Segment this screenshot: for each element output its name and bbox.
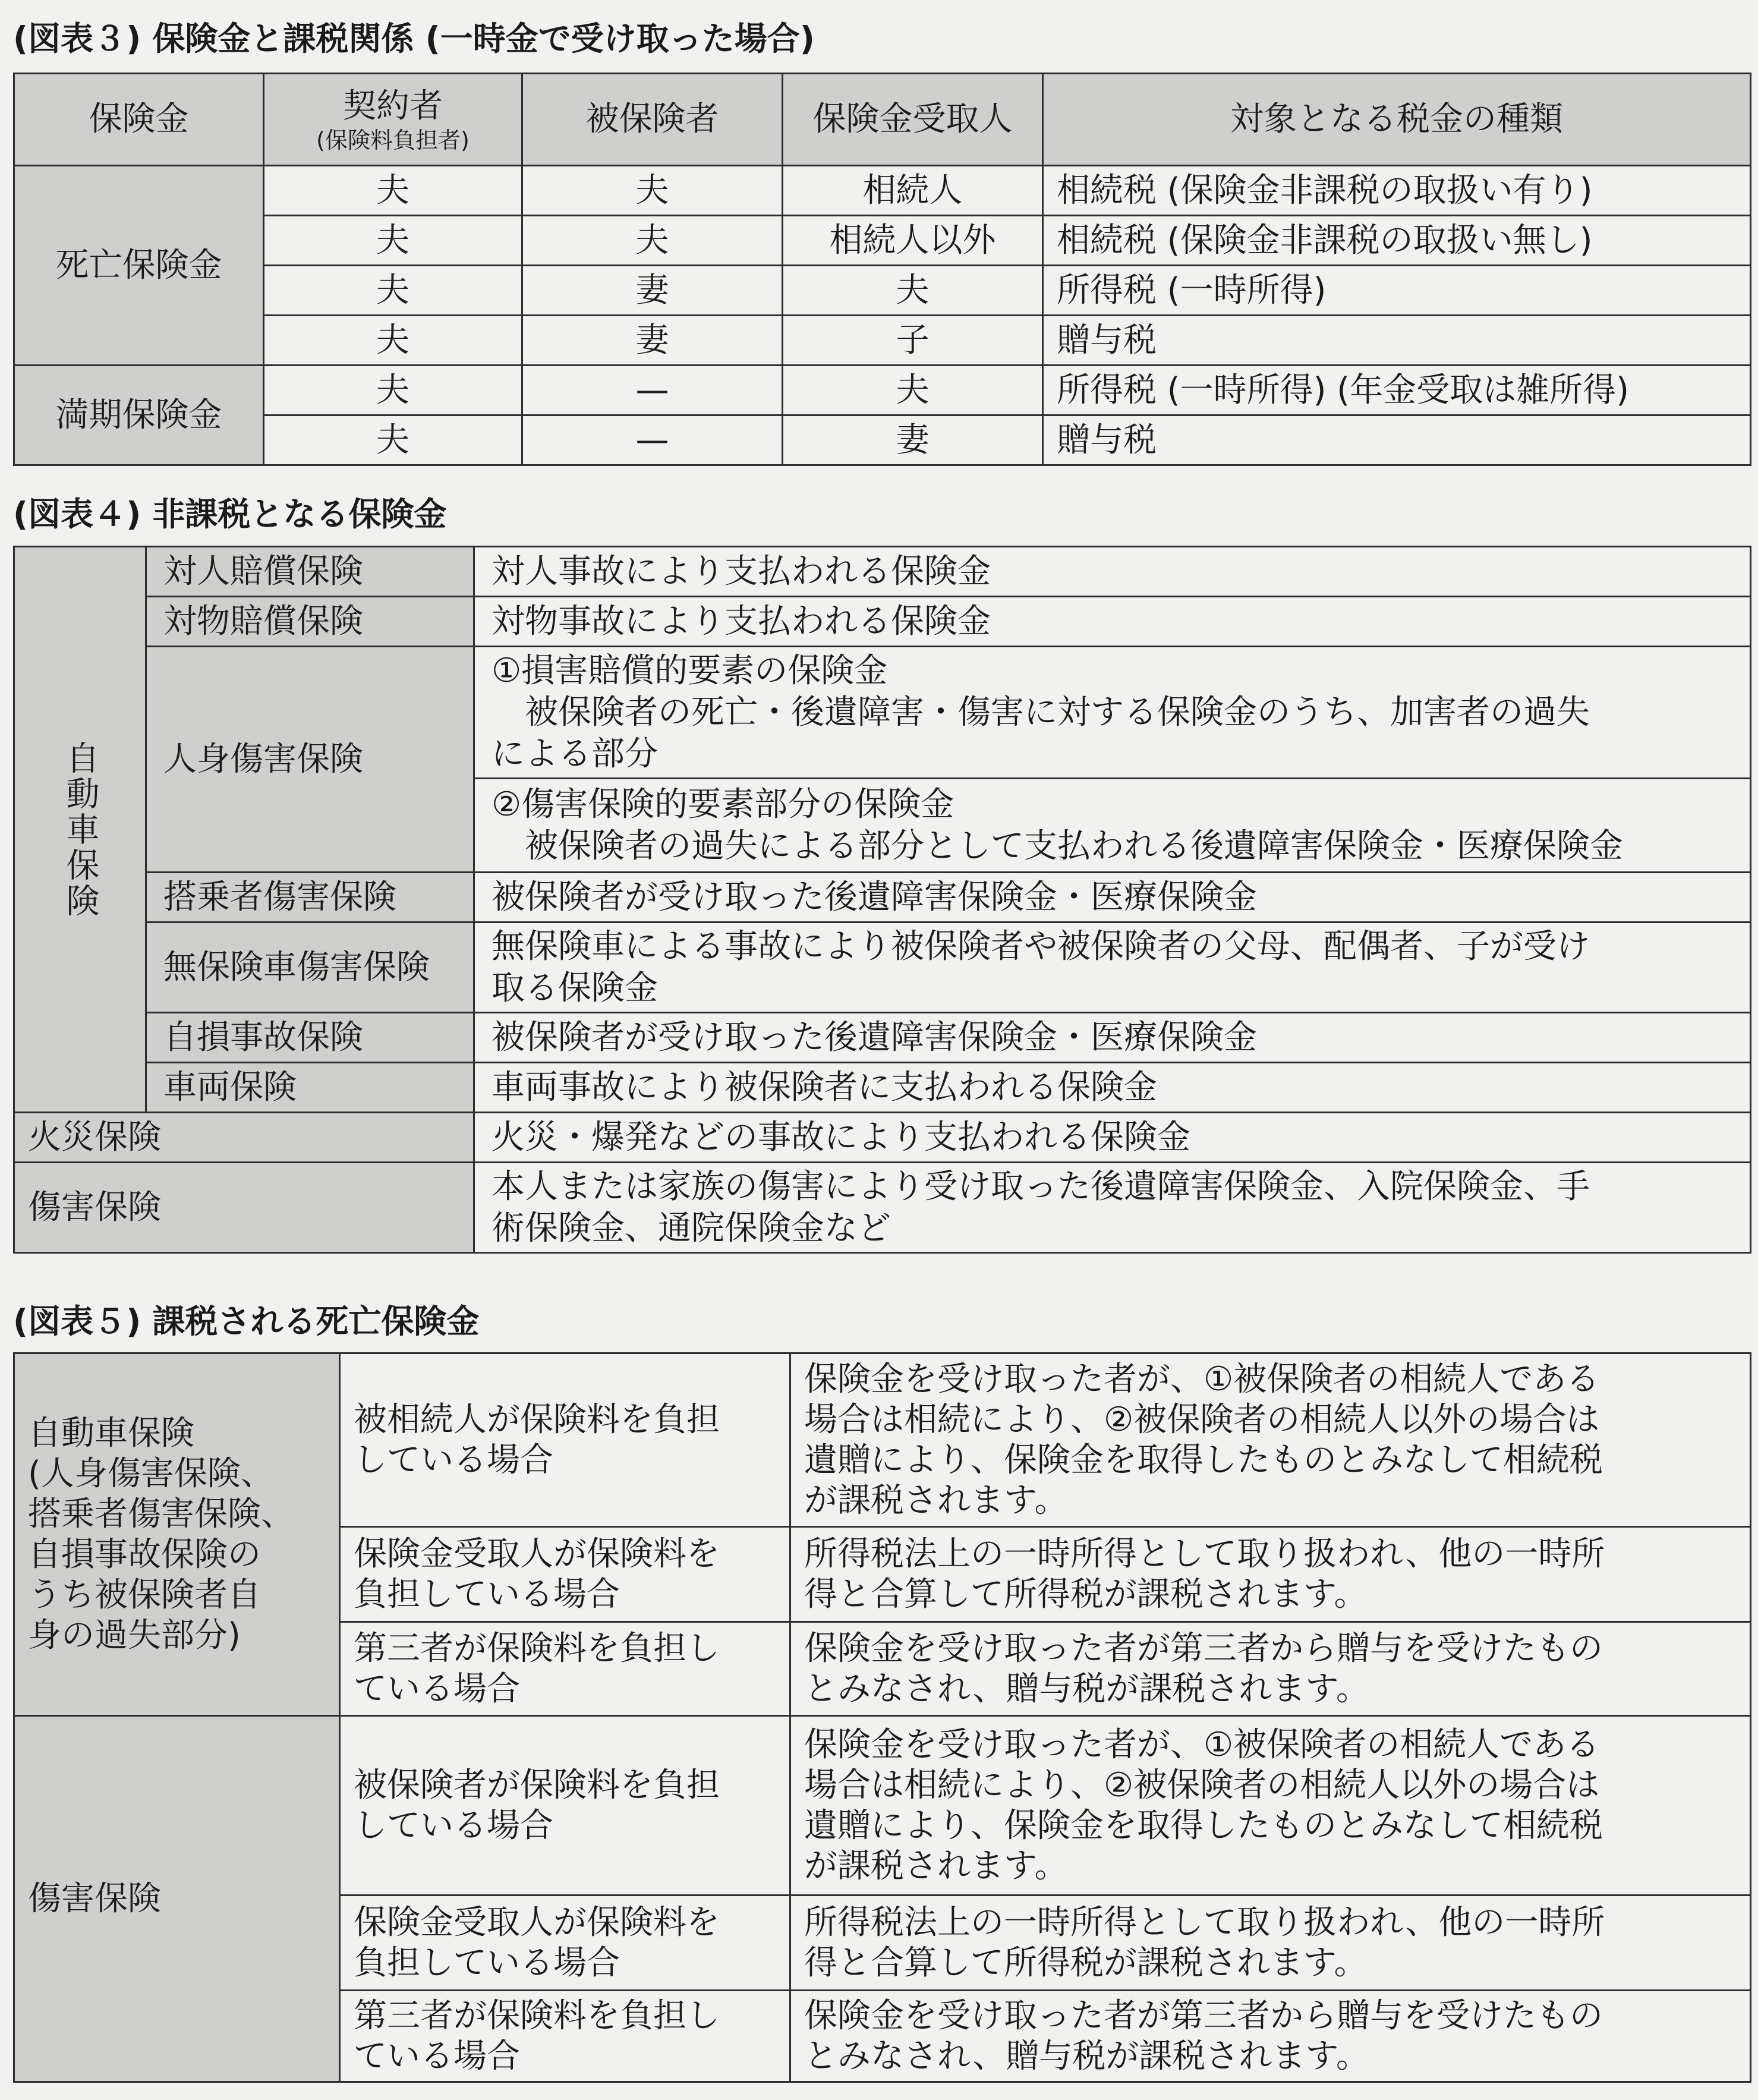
insurance-name: 自損事故保険 [146,1013,474,1063]
header-contractor-note: (保険料負担者) [316,127,470,153]
injury-insurance-desc: 本人または家族の傷害により受け取った後遺障害保険金、入院保険金、手 術保険金、通院保険金など [474,1163,1751,1253]
table4-nontaxable [13,546,1751,1254]
cell-contractor: 夫 [264,366,522,415]
insurance-name: 人身傷害保険 [146,647,474,873]
case-cell: 第三者が保険料を負担し ている場合 [340,1991,790,2082]
table3-tax-relationship [13,73,1751,466]
header-contractor [264,74,522,166]
insurance-desc: 無保険車による事故により被保険者や被保険者の父母、配偶者、子が受け 取る保険金 [474,923,1751,1013]
cell-tax: 所得税 (一時所得) (年金受取は雑所得) [1043,366,1751,415]
desc-cell: 保険金を受け取った者が第三者から贈与を受けたもの とみなされ、贈与税が課税されます。 [790,1622,1751,1716]
group-label-injury: 傷害保険 [14,1716,340,2082]
table-row [14,1163,1751,1253]
cell-insured: — [522,366,783,415]
table-row [14,266,1751,316]
table-row [14,216,1751,266]
insurance-name: 搭乗者傷害保険 [146,873,474,923]
cell-contractor: 夫 [264,316,522,366]
cell-recipient: 妻 [783,415,1043,465]
case-cell: 保険金受取人が保険料を 負担している場合 [340,1527,790,1622]
cell-contractor: 夫 [264,415,522,465]
cell-insured: — [522,415,783,465]
insurance-name: 無保険車傷害保険 [146,923,474,1013]
cell-contractor: 夫 [264,166,522,216]
group-label-auto: 自動車保険 (人身傷害保険、 搭乗者傷害保険、 自損事故保険の うち被保険者自 身の過失部分) [14,1353,340,1716]
insurance-name: 車両保険 [146,1063,474,1113]
cell-contractor: 夫 [264,266,522,316]
table-row [14,415,1751,465]
header-tax-type: 対象となる税金の種類 [1043,74,1751,166]
table-row [14,1113,1751,1163]
insurance-desc: 被保険者が受け取った後遺障害保険金・医療保険金 [474,873,1751,923]
desc-cell: 保険金を受け取った者が、①被保険者の相続人である 場合は相続により、②被保険者の相続人以外の場合は 遺贈により、保険金を取得したものとみなして相続税 が課税されます。 [790,1353,1751,1527]
cell-recipient: 相続人以外 [783,216,1043,266]
table-row [14,547,1751,597]
table-row [14,1013,1751,1063]
cell-tax: 所得税 (一時所得) [1043,266,1751,316]
table-row [14,1353,1751,1527]
cell-insured: 夫 [522,166,783,216]
injury-insurance-name: 傷害保険 [14,1163,474,1253]
auto-insurance-label-text: 自動車保険 [61,740,100,919]
cell-insured: 夫 [522,216,783,266]
table4-caption: (図表４) 非課税となる保険金 [13,495,447,533]
cell-tax: 相続税 (保険金非課税の取扱い無し) [1043,216,1751,266]
desc-cell: 保険金を受け取った者が第三者から贈与を受けたもの とみなされ、贈与税が課税されます。 [790,1991,1751,2082]
cell-recipient: 夫 [783,266,1043,316]
table3-header-row [14,74,1751,166]
header-contractor-label: 契約者 [343,87,443,125]
header-insured: 被保険者 [522,74,783,166]
table-row [14,1716,1751,1896]
insurance-name: 対人賠償保険 [146,547,474,597]
group-label-maturity: 満期保険金 [14,366,264,465]
cell-contractor: 夫 [264,216,522,266]
table-row [14,316,1751,366]
auto-insurance-label [14,547,146,1113]
table-row [14,873,1751,923]
table5-caption: (図表５) 課税される死亡保険金 [13,1302,480,1340]
insurance-desc: 車両事故により被保険者に支払われる保険金 [474,1063,1751,1113]
table-row [14,366,1751,415]
fire-insurance-desc: 火災・爆発などの事故により支払われる保険金 [474,1113,1751,1163]
cell-insured: 妻 [522,316,783,366]
cell-tax: 贈与税 [1043,316,1751,366]
table-row [14,597,1751,647]
case-cell: 被保険者が保険料を負担 している場合 [340,1716,790,1896]
table-row [14,166,1751,216]
table3-caption: (図表３) 保険金と課税関係 (一時金で受け取った場合) [13,20,815,58]
insurance-desc: 被保険者が受け取った後遺障害保険金・医療保険金 [474,1013,1751,1063]
cell-insured: 妻 [522,266,783,316]
cell-recipient: 夫 [783,366,1043,415]
table-row [14,1063,1751,1113]
desc-cell: 保険金を受け取った者が、①被保険者の相続人である 場合は相続により、②被保険者の相続人以外の場合は 遺贈により、保険金を取得したものとみなして相続税 が課税されます。 [790,1716,1751,1896]
insurance-desc: 対物事故により支払われる保険金 [474,597,1751,647]
case-cell: 第三者が保険料を負担し ている場合 [340,1622,790,1716]
insurance-desc-a: ①損害賠償的要素の保険金 被保険者の死亡・後遺障害・傷害に対する保険金のうち、加害者の過失 による部分 [474,647,1751,779]
insurance-name: 対物賠償保険 [146,597,474,647]
table-row [14,647,1751,779]
cell-tax: 贈与税 [1043,415,1751,465]
case-cell: 被相続人が保険料を負担 している場合 [340,1353,790,1527]
fire-insurance-name: 火災保険 [14,1113,474,1163]
desc-cell: 所得税法上の一時所得として取り扱われ、他の一時所 得と合算して所得税が課税されます。 [790,1896,1751,1991]
insurance-desc: 対人事故により支払われる保険金 [474,547,1751,597]
cell-tax: 相続税 (保険金非課税の取扱い有り) [1043,166,1751,216]
group-label-death: 死亡保険金 [14,166,264,366]
case-cell: 保険金受取人が保険料を 負担している場合 [340,1896,790,1991]
cell-recipient: 相続人 [783,166,1043,216]
cell-recipient: 子 [783,316,1043,366]
header-insurance: 保険金 [14,74,264,166]
header-recipient: 保険金受取人 [783,74,1043,166]
desc-cell: 所得税法上の一時所得として取り扱われ、他の一時所 得と合算して所得税が課税されます。 [790,1527,1751,1622]
insurance-desc-b: ②傷害保険的要素部分の保険金 被保険者の過失による部分として支払われる後遺障害保険金・医療保険金 [474,779,1751,873]
table5-taxable-death-benefit [13,1352,1751,2083]
table-row [14,923,1751,1013]
